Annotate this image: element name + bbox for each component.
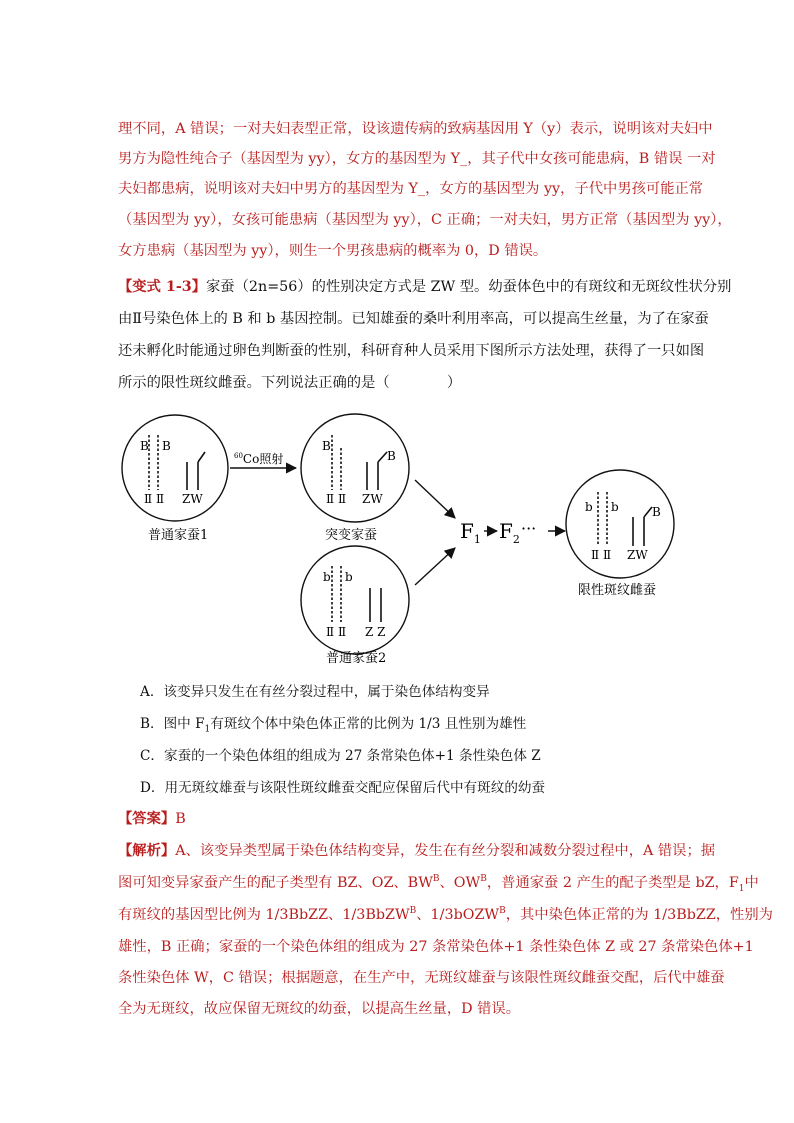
f2-label <box>499 519 520 546</box>
analysis-l2sup1: B <box>432 874 440 885</box>
gene-label-B-translocated: B <box>387 449 396 463</box>
para1-line1 <box>118 116 713 143</box>
analysis-l3c: ，其中染色体正常的为 1/3BbZZ，性别为 <box>505 907 773 923</box>
analysis-l2sup2: B <box>480 874 487 885</box>
cell-mutant <box>301 414 409 522</box>
chr-ZW-label-4: ZW <box>627 548 648 562</box>
f1-sub: 1 <box>473 533 481 546</box>
analysis-l3a: 有斑纹的基因型比例为 1/3BbZZ、1/3BbZW <box>118 907 410 923</box>
analysis-line6: 全为无斑纹，故应保留无斑纹的幼蚕，以提高生丝量，D 错误。 <box>118 1001 521 1017</box>
chr-ZW-label-2: ZW <box>362 492 383 506</box>
para1-line2: 男方为隐性纯合子（基因型为 yy），女方的基因型为 Y_，其子代中女孩可能患病，B 错误 一对 <box>118 151 716 167</box>
analysis-l2sub: 1 <box>738 883 745 894</box>
chr-II-label-2: Ⅱ Ⅱ <box>326 492 347 506</box>
gene-label-B-left: B <box>140 439 149 453</box>
question-line3: 还未孵化时能通过卵色判断蚕的性别，科研育种人员采用下图所示方法处理，获得了一只如图 <box>118 343 705 359</box>
para1-line3: 夫妇都患病，说明该对夫妇中男方的基因型为 Y_，女方的基因型为 yy，子代中男孩可能正常 <box>118 181 704 197</box>
question-line4: 所示的限性斑纹雌蚕。下列说法正确的是（ ） <box>118 375 462 391</box>
para1-line4: （基因型为 yy），女孩可能患病（基因型为 yy），C 正确；一对夫妇，男方正常（基因型为 yy）， <box>118 212 732 228</box>
question-line2: 由Ⅱ号染色体上的 B 和 b 基因控制。已知雄蚕的桑叶利用率高，可以提高生丝量，为了在家蚕 <box>118 311 709 327</box>
gene-label-B-mutant: B <box>322 439 331 453</box>
label-female: 限性斑纹雌蚕 <box>578 583 657 598</box>
f2-text: F <box>499 519 513 543</box>
analysis-l3sup1: B <box>409 906 417 917</box>
answer-line <box>118 806 698 833</box>
chr-II-label-3: Ⅱ Ⅱ <box>326 625 347 639</box>
cell-ordinary-2 <box>301 546 409 654</box>
cell-female <box>566 470 674 578</box>
irradiation-sup: 60 <box>234 452 243 460</box>
f1-label <box>460 519 481 546</box>
question-line1-text: 家蚕（2n=56）的性别决定方式是 ZW 型。幼蚕体色中的有斑纹和无斑纹性状分别 <box>206 279 732 295</box>
analysis-line1 <box>118 838 716 865</box>
irradiation-label <box>234 452 283 466</box>
chr-ZZ-label: Z Z <box>365 625 386 639</box>
analysis-l2d: 中 <box>744 875 759 891</box>
irradiation-text: Co照射 <box>242 452 284 466</box>
chr-ZW-label-1: ZW <box>182 492 203 506</box>
para1-line1-rest: A 错误；一对夫妇表型正常，设该遗传病的致病基因用 Y（y）表示，说明该对夫妇中 <box>175 121 713 137</box>
gene-label-b-female-right: b <box>611 500 619 514</box>
analysis-line4: 雄性，B 正确；家蚕的一个染色体组的组成为 27 条常染色体+1 条性染色体 Z 或 27 条常染色体+1 <box>118 939 754 955</box>
option-b <box>140 714 526 734</box>
option-b-pre: B．图中 F <box>140 716 205 732</box>
answer-tag: 【答案】 <box>118 811 176 827</box>
analysis-tag: 【解析】 <box>118 843 176 859</box>
f2-sub: 2 <box>512 533 520 546</box>
gene-label-b-left: b <box>323 570 331 584</box>
analysis-line2 <box>118 870 759 897</box>
analysis-line5: 条性染色体 W，C 错误；根据题意，在生产中，无斑纹雄蚕与该限性斑纹雌蚕交配，后代中雄蚕 <box>118 970 725 986</box>
analysis-line3 <box>118 902 773 929</box>
chr-II-label-4: Ⅱ Ⅱ <box>591 548 612 562</box>
para1-line1-start: 理不同， <box>118 121 176 137</box>
analysis-l3b: 、1/3bOZW <box>416 907 500 923</box>
option-a: A．该变异只发生在有丝分裂过程中，属于染色体结构变异 <box>140 684 490 700</box>
analysis-l3sup2: B <box>499 906 506 917</box>
f1-text: F <box>460 519 474 543</box>
option-b-post: 有斑纹个体中染色体正常的比例为 1/3 且性别为雄性 <box>210 716 527 732</box>
option-c: C．家蚕的一个染色体组的组成为 27 条常染色体+1 条性染色体 Z <box>140 748 541 764</box>
genetics-diagram <box>0 400 794 680</box>
cell-ordinary-1 <box>122 415 228 521</box>
gene-label-B-right: B <box>162 439 171 453</box>
answer-value: B <box>175 811 186 827</box>
analysis-l2a: 图可知变异家蚕产生的配子类型有 BZ、OZ、BW <box>118 875 433 891</box>
label-ordinary-1: 普通家蚕1 <box>148 528 209 543</box>
analysis-line1-text: A、该变异类型属于染色体结构变异，发生在有丝分裂和减数分裂过程中，A 错误；据 <box>175 843 716 859</box>
para1-line5: 女方患病（基因型为 yy），则生一个男孩患病的概率为 0，D 错误。 <box>118 243 548 259</box>
question-line1 <box>118 274 732 301</box>
option-b-sub: 1 <box>204 724 211 735</box>
chr-II-label-1: Ⅱ Ⅱ <box>144 492 165 506</box>
option-d: D．用无斑纹雄蚕与该限性斑纹雌蚕交配应保留后代中有斑纹的幼蚕 <box>140 780 546 796</box>
dots: ··· <box>521 519 537 538</box>
gene-label-b-right: b <box>345 570 353 584</box>
gene-label-b-female-left: b <box>585 500 593 514</box>
analysis-l2c: ，普通家蚕 2 产生的配子类型是 bZ，F <box>486 875 739 891</box>
gene-label-B-female: B <box>652 505 661 519</box>
question-tag: 【变式 1-3】 <box>118 279 206 295</box>
analysis-l2b: 、OW <box>439 875 481 891</box>
label-ordinary-2: 普通家蚕2 <box>326 651 387 666</box>
label-mutant: 突变家蚕 <box>325 528 378 543</box>
